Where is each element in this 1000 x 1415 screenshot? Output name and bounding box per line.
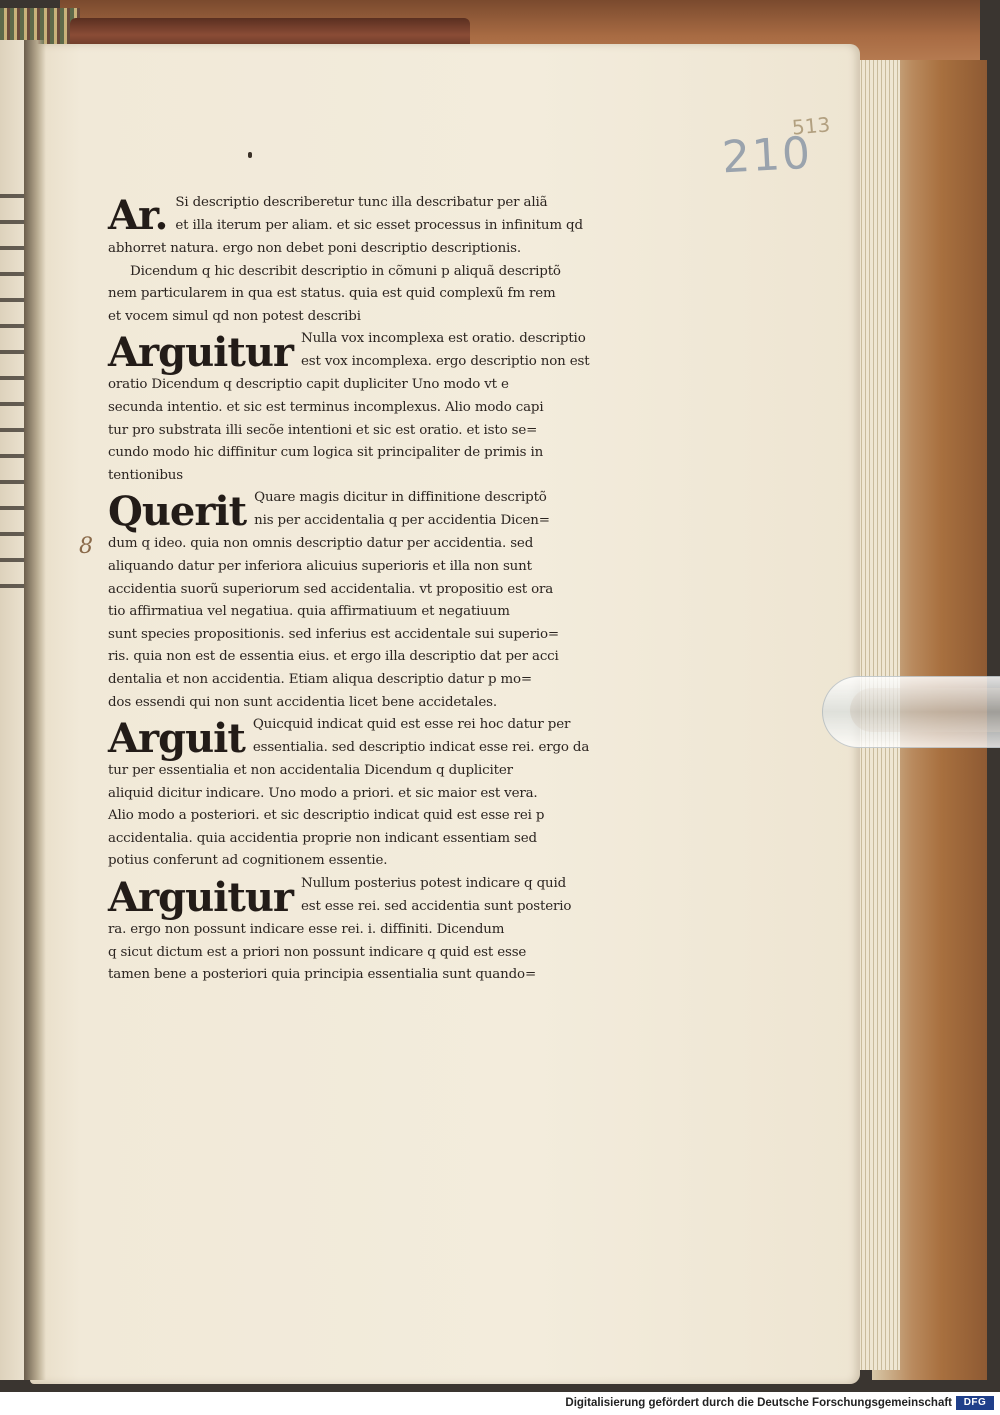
text-line: accidentia suorũ superiorum sed accidentalia. vt propositio est ora <box>108 581 554 597</box>
text-line: tentionibus <box>108 467 183 483</box>
text-line: sunt species propositionis. sed inferius est accidentale sui superio= <box>108 626 559 642</box>
book-gutter <box>24 40 46 1380</box>
footer-credit: Digitalisierung gefördert durch die Deutsche Forschungsgemeinschaft <box>565 1397 952 1409</box>
paragraph-initial: Arguit <box>108 715 245 763</box>
paragraph-initial: Querit <box>108 488 247 536</box>
text-line: dentalia et non accidentia. Etiam aliqua descriptio datur p mo= <box>108 671 533 687</box>
text-line: aliquid dicitur indicare. Uno modo a priori. et sic maior est vera. <box>108 785 538 801</box>
paragraph-initial: Arguitur <box>108 329 293 377</box>
page-clip <box>822 676 1000 748</box>
paragraph-2 <box>108 261 648 329</box>
text-line: Quare magis dicitur in diffinitione descriptõ <box>254 490 547 506</box>
text-line: Quicquid indicat quid est esse rei hoc datur per <box>252 717 571 733</box>
text-line: dos essendi qui non sunt accidentia licet bene accidetales. <box>108 694 497 710</box>
paragraph-6 <box>108 873 648 987</box>
text-line: ris. quia non est de essentia eius. et ergo illa descriptio dat per acci <box>108 649 559 665</box>
text-line: nis per accidentalia q per accidentia Dicen= <box>254 512 550 528</box>
text-line: Dicendum q hic describit descriptio in cõmuni p aliquã descriptõ <box>130 263 561 279</box>
paragraph-3 <box>108 328 648 487</box>
printed-text-block <box>108 192 648 987</box>
paragraph-5 <box>108 714 648 873</box>
dfg-logo: DFG <box>956 1396 994 1410</box>
paragraph-initial: Arguitur <box>108 874 293 922</box>
text-line: et illa iterum per aliam. et sic esset processus in infinitum qd <box>175 217 583 233</box>
folio-corner-mark: 513 <box>791 112 832 140</box>
ink-dot <box>248 152 252 158</box>
text-line: tur per essentialia et non accidentalia Dicendum q dupliciter <box>108 763 513 779</box>
text-line: tur pro substrata illi secõe intentioni et sic est oratio. et isto se= <box>108 422 538 438</box>
text-line: q sicut dictum est a priori non possunt indicare q quid est esse <box>108 944 527 960</box>
margin-mark: 8 <box>79 534 93 559</box>
text-line: potius conferunt ad cognitionem essentie. <box>108 853 388 869</box>
text-line: essentialia. sed descriptio indicat esse rei. ergo da <box>252 739 590 755</box>
text-line: Si descriptio describeretur tunc illa describatur per aliã <box>175 195 548 210</box>
text-line: accidentalia. quia accidentia proprie non indicant essentiam sed <box>108 830 537 846</box>
paragraph-1 <box>108 192 648 261</box>
text-line: Alio modo a posteriori. et sic descriptio indicat quid est esse rei p <box>108 808 545 824</box>
paragraph-4 <box>108 487 648 714</box>
text-line: et vocem simul qd non potest describi <box>108 308 361 324</box>
text-line: Nulla vox incomplexa est oratio. descriptio <box>301 331 586 347</box>
text-line: est vox incomplexa. ergo descriptio non est <box>301 353 590 369</box>
text-line: secunda intentio. et sic est terminus incomplexus. Alio modo capi <box>108 399 544 415</box>
text-line: cundo modo hic diffinitur cum logica sit principaliter de primis in <box>108 445 544 461</box>
text-line: ra. ergo non possunt indicare esse rei. i. diffiniti. Dicendum <box>108 922 505 938</box>
facing-page-text-fragments <box>0 180 26 600</box>
text-line: abhorret natura. ergo non debet poni descriptio descriptionis. <box>108 241 522 256</box>
digitization-footer <box>0 1392 1000 1415</box>
text-line: est esse rei. sed accidentia sunt posterio <box>301 898 572 914</box>
text-line: Nullum posterius potest indicare q quid <box>301 876 567 892</box>
folio-number: 210 <box>720 127 814 184</box>
text-line: dum q ideo. quia non omnis descriptio datur per accidentia. sed <box>108 536 534 552</box>
text-line: tamen bene a posteriori quia principia essentialia sunt quando= <box>108 967 537 983</box>
text-line: aliquando datur per inferiora alicuius superioris et illa non sunt <box>108 558 532 574</box>
paragraph-initial: Ar. <box>108 192 168 239</box>
text-line: nem particularem in qua est status. quia est quid complexũ fm rem <box>108 286 556 302</box>
text-line: oratio Dicendum q descriptio capit dupliciter Uno modo vt e <box>108 377 509 393</box>
text-line: tio affirmatiua vel negatiua. quia affirmatiuum et negatiuum <box>108 604 510 620</box>
